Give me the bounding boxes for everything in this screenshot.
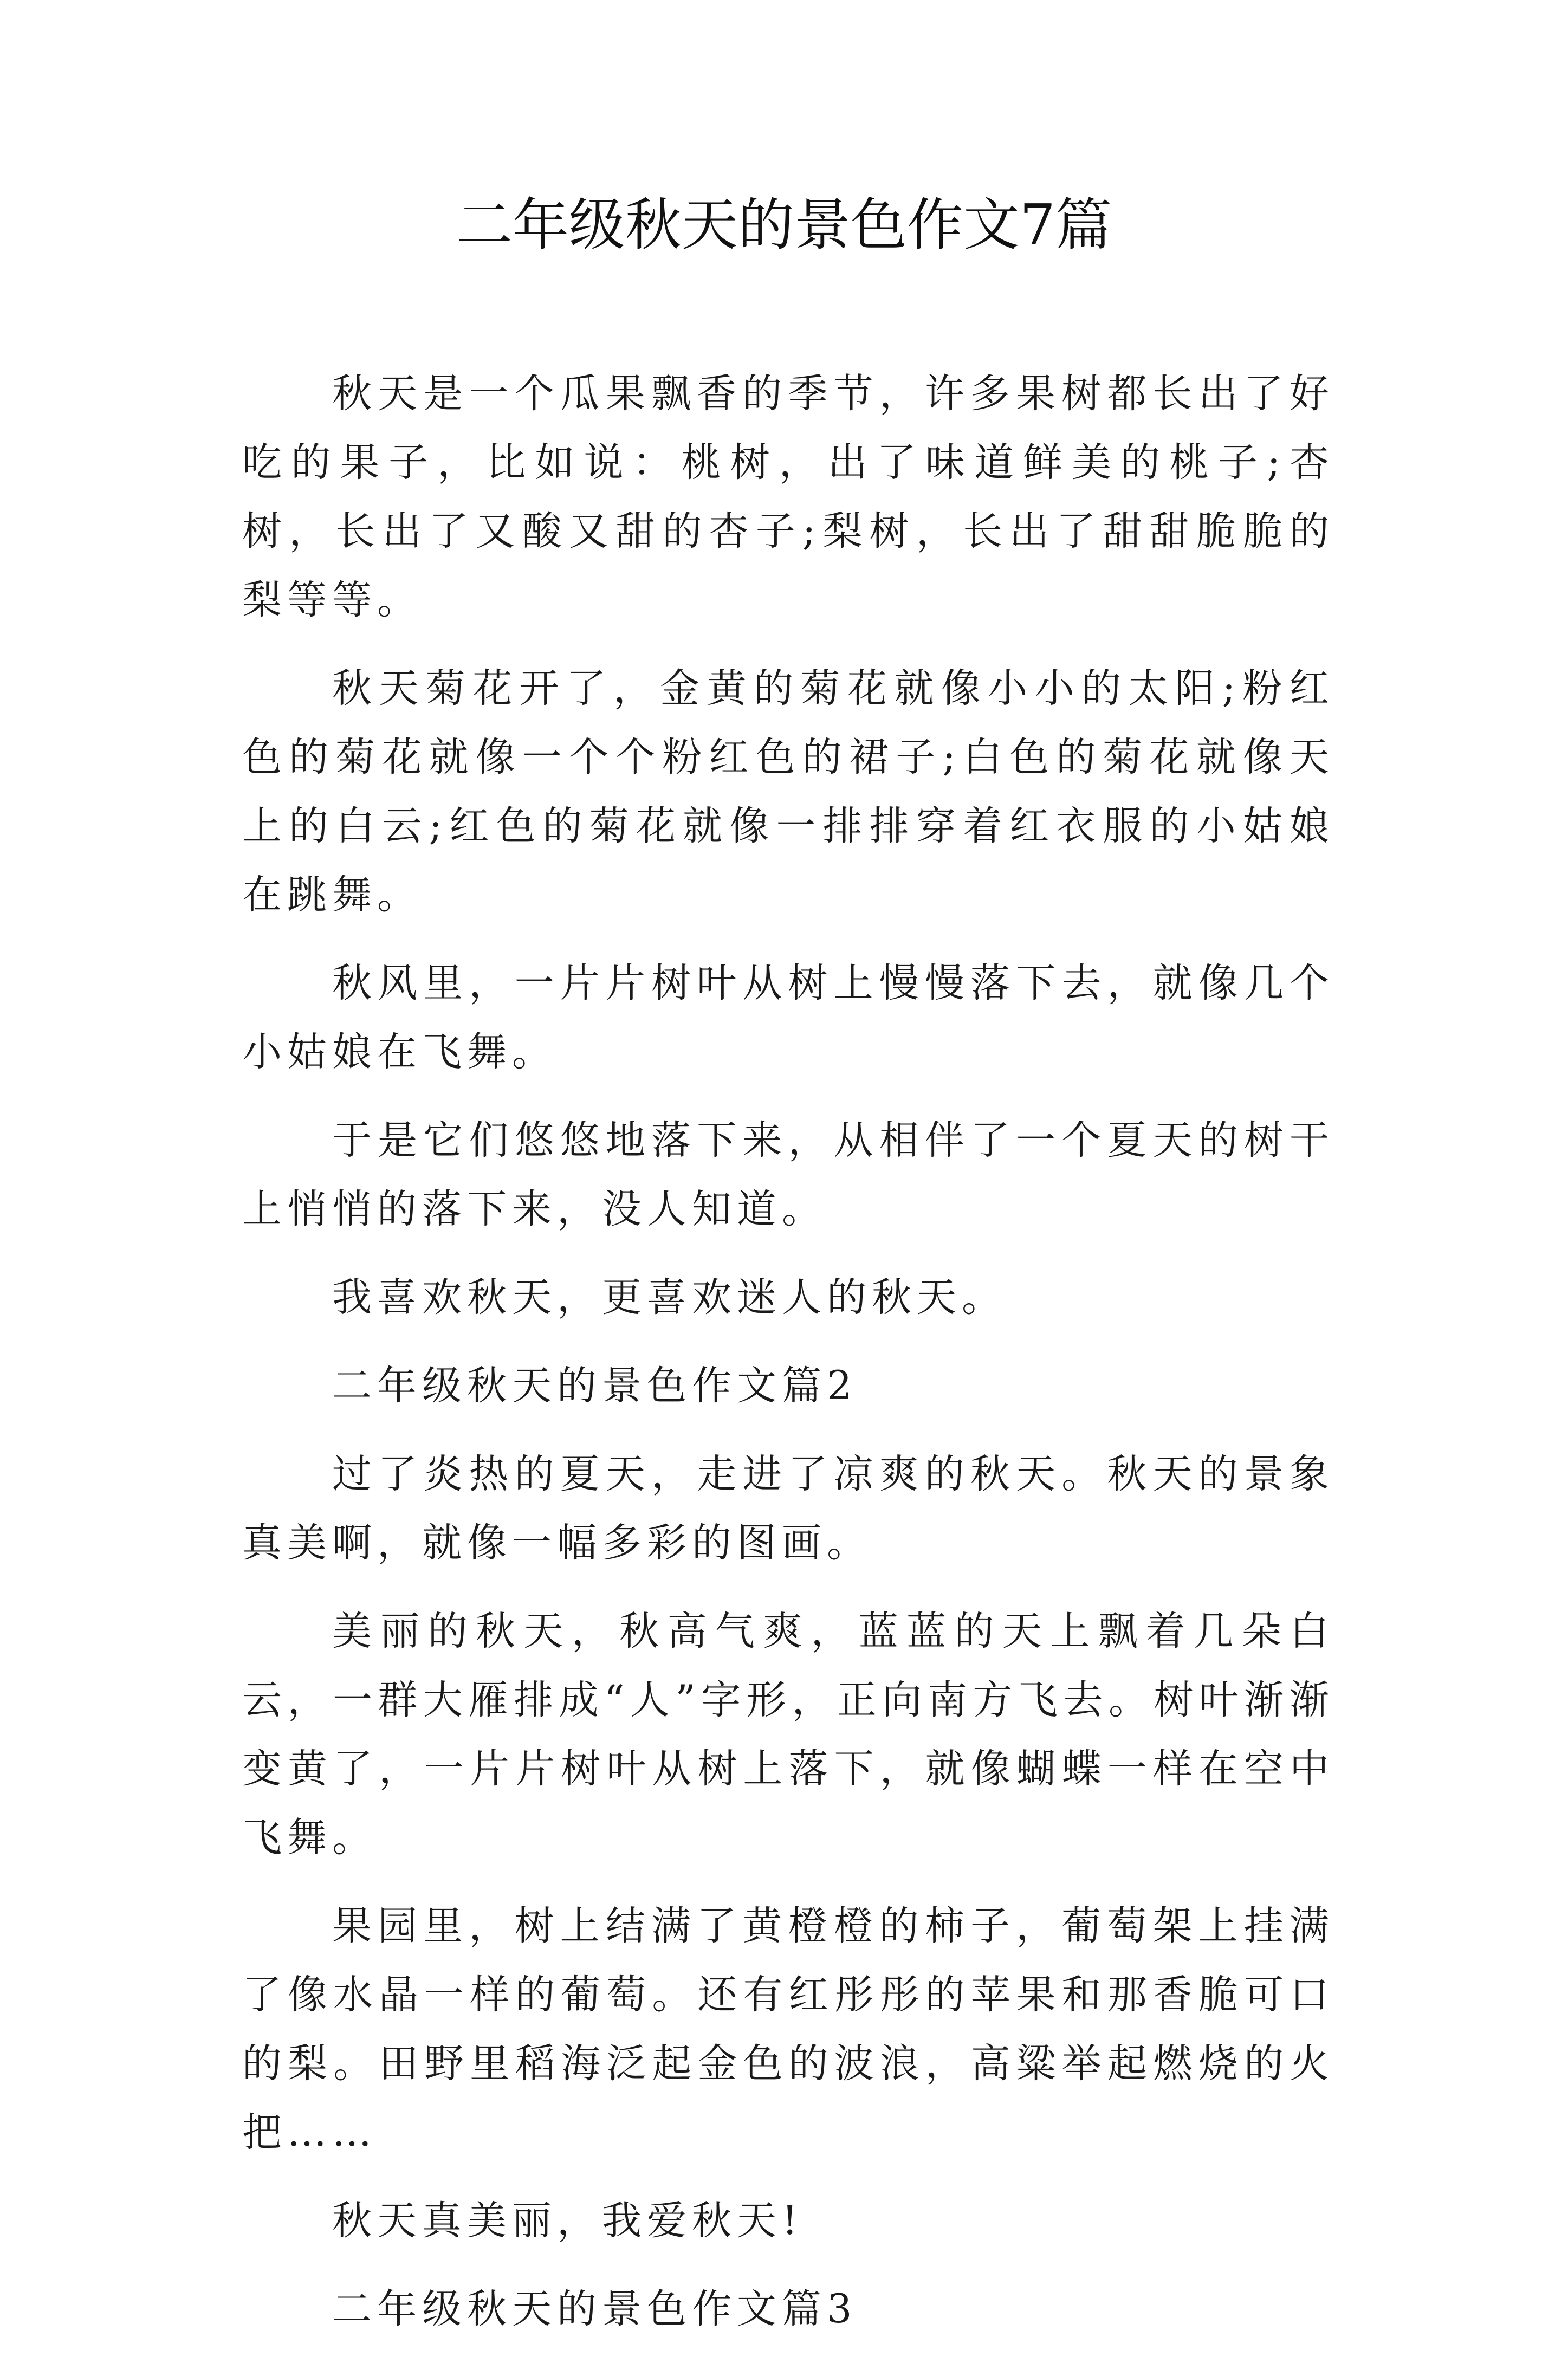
document-title: 二年级秋天的景色作文7篇 <box>456 192 1112 258</box>
section-heading-3: 二年级秋天的景色作文篇3 <box>332 2286 858 2332</box>
paragraph-5: 我喜欢秋天，更喜欢迷人的秋天。 <box>332 1274 1007 1320</box>
paragraph-1: 秋天是一个瓜果飘香的季节，许多果树都长出了好吃的果子，比如说：桃树，出了味道鲜美的桃子;杏树，长出了又酸又甜的杏子;梨树，长出了甜甜脆脆的梨等等。 <box>242 371 1334 623</box>
paragraph-2: 秋天菊花开了，金黄的菊花就像小小的太阳;粉红色的菊花就像一个个粉红色的裙子;白色的菊花就像天上的白云;红色的菊花就像一排排穿着红衣服的小姑娘在跳舞。 <box>242 665 1334 918</box>
paragraph-8: 果园里，树上结满了黄橙橙的柿子，葡萄架上挂满了像水晶一样的葡萄。还有红彤彤的苹果和那香脆可口的梨。田野里稻海泛起金色的波浪，高粱举起燃烧的火把…… <box>242 1903 1334 2155</box>
paragraph-4: 于是它们悠悠地落下来，从相伴了一个夏天的树干上悄悄的落下来，没人知道。 <box>242 1117 1334 1232</box>
section-heading-2: 二年级秋天的景色作文篇2 <box>332 1363 858 1409</box>
paragraph-3: 秋风里，一片片树叶从树上慢慢落下去，就像几个小姑娘在飞舞。 <box>242 960 1334 1075</box>
paragraph-9: 秋天真美丽，我爱秋天! <box>332 2198 804 2244</box>
document-body <box>242 359 1334 2363</box>
paragraph-6: 过了炎热的夏天，走进了凉爽的秋天。秋天的景象真美啊，就像一幅多彩的图画。 <box>242 1451 1334 1566</box>
paragraph-7: 美丽的秋天，秋高气爽，蓝蓝的天上飘着几朵白云，一群大雁排成“人”字形，正向南方飞去。树叶渐渐变黄了，一片片树叶从树上落下，就像蝴蝶一样在空中飞舞。 <box>242 1608 1334 1861</box>
